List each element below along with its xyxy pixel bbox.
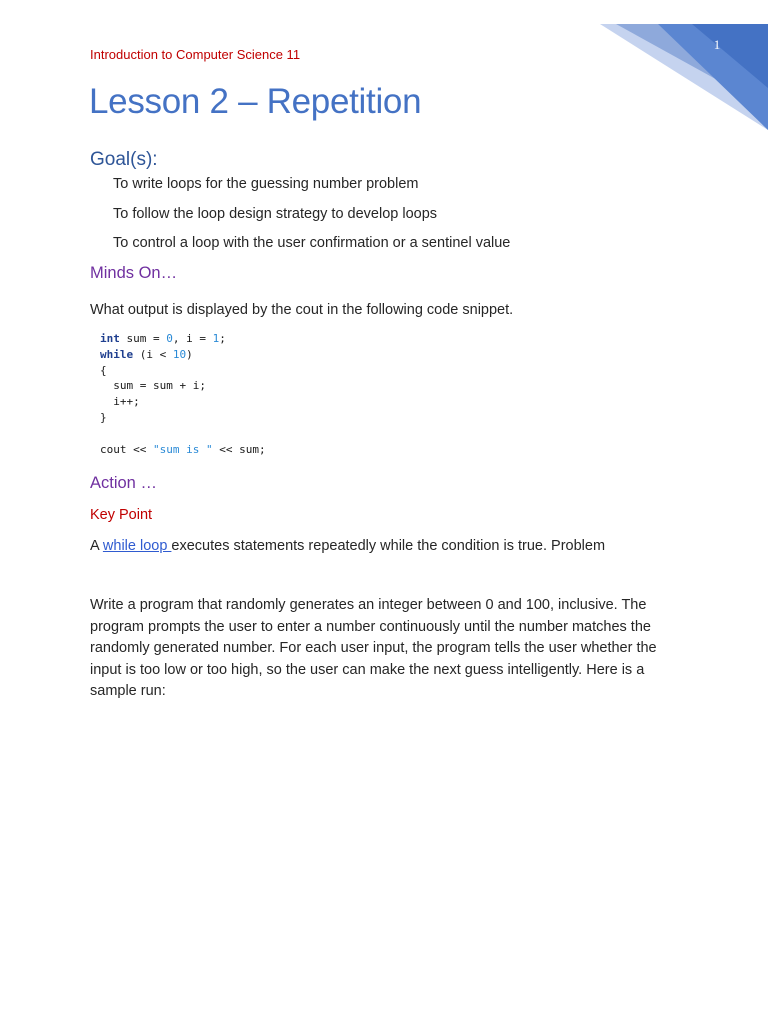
code-text: ;	[219, 332, 226, 345]
code-string: "sum is "	[152, 442, 213, 456]
code-text: sum = sum + i;	[100, 379, 206, 393]
lesson-title: Lesson 2 – Repetition	[89, 82, 422, 121]
question-text: What output is displayed by the cout in the following code snippet.	[90, 302, 514, 318]
code-keyword: while	[100, 347, 134, 361]
key-point-label: Key Point	[90, 507, 153, 523]
code-text: i++;	[100, 395, 140, 409]
code-number: 1	[212, 332, 220, 345]
code-text: {	[100, 363, 107, 377]
goal-item: To write loops for the guessing number problem	[113, 176, 419, 192]
code-text: )	[186, 347, 193, 361]
goal-item: To follow the loop design strategy to develop loops	[113, 205, 438, 222]
action-heading: Action …	[90, 474, 157, 492]
problem-paragraph: Write a program that randomly generates an integer between 0 and 100, inclusive. The program prompts the user to enter a number continuously until the number matches the randomly generated number. For each user input, the program tells the user whether the input is too low or too high, so the user can make the next guess intelligently. Here is a sample run:	[90, 597, 657, 699]
code-text: (i <	[133, 347, 173, 361]
while-loop-paragraph	[90, 536, 605, 558]
sentence-prefix: A	[90, 538, 103, 554]
code-text: sum =	[119, 332, 167, 345]
goal-item: To control a loop with the user confirmation or a sentinel value	[113, 235, 511, 251]
code-text: cout <<	[100, 442, 153, 456]
code-snippet	[100, 331, 266, 457]
code-text: << sum;	[212, 442, 266, 456]
goals-heading: Goal(s):	[90, 149, 158, 170]
sentence-suffix: executes statements repeatedly while the condition is true. Problem	[171, 538, 606, 554]
code-number: 10	[172, 347, 187, 361]
while-loop-link[interactable]: while loop	[102, 538, 172, 554]
code-number: 0	[166, 332, 173, 345]
minds-on-heading: Minds On…	[90, 264, 178, 282]
page-number: 1	[713, 37, 721, 52]
code-text: }	[100, 410, 107, 424]
code-text: , i =	[172, 332, 213, 345]
corner-decoration	[568, 0, 768, 140]
goal-list	[113, 175, 510, 264]
course-title: Introduction to Computer Science 11	[90, 47, 301, 62]
code-keyword: int	[100, 332, 120, 345]
